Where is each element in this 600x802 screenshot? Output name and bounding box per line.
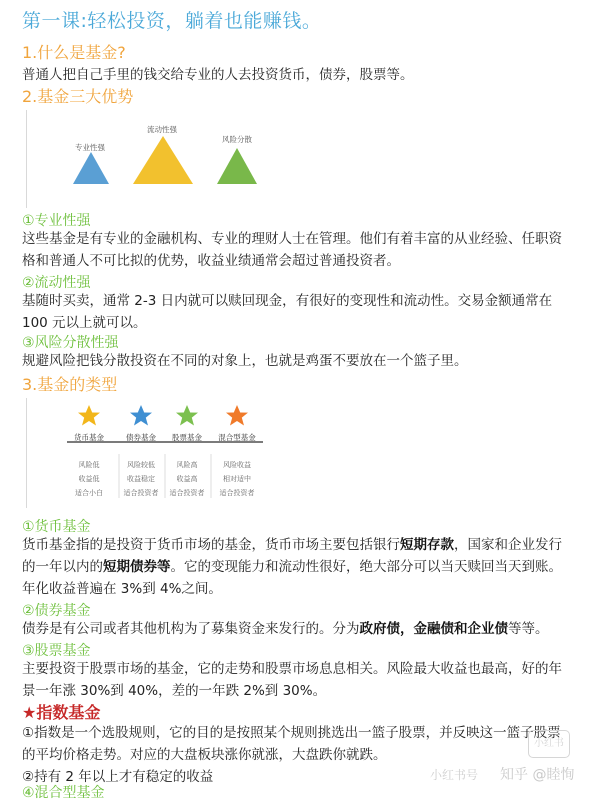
prop-text: 风险高 bbox=[176, 461, 198, 469]
prop-text: 收益低 bbox=[78, 475, 100, 483]
text-line: 主要投资于股票市场的基金，它的走势和股票市场息息相关。风险最大收益也最高，好的年 bbox=[22, 661, 562, 677]
triangle-risk-diversified bbox=[217, 148, 257, 184]
prop-text: 收益稳定 bbox=[127, 475, 155, 483]
text-span: 债券是有公司或者其他机构为了募集资金来发行的。分为 bbox=[22, 621, 360, 637]
text-line: 景一年涨 30%到 40%，差的一年跌 2%到 30%。 bbox=[22, 683, 327, 699]
prop-text: 适合投资者 bbox=[219, 489, 255, 497]
star-icon bbox=[226, 405, 248, 426]
text-line bbox=[22, 534, 582, 556]
paragraph-liquidity bbox=[22, 290, 582, 334]
triangle-label-risk: 风险分散 bbox=[222, 135, 252, 144]
heading-index-fund: ★指数基金 bbox=[22, 703, 101, 722]
triangle-liquidity bbox=[133, 136, 193, 184]
watermark-logo: 小红书 bbox=[528, 730, 570, 758]
text-span: 。它的变现能力和流动性很好，绝大部分可以当天赎回当天到账。 bbox=[170, 559, 562, 575]
fund-name-mixed: 混合型基金 bbox=[218, 433, 256, 442]
prop-text: 收益高 bbox=[176, 475, 198, 483]
star-icon bbox=[78, 405, 100, 426]
advantages-figure bbox=[26, 110, 299, 208]
fund-name-bond: 债券基金 bbox=[126, 433, 156, 442]
text-line bbox=[22, 556, 582, 578]
prop-text: 适合投资者 bbox=[123, 489, 159, 497]
text-line: ①指数是一个选股规则，它的目的是按照某个规则挑选出一篮子股票，并反映这一篮子股票 bbox=[22, 725, 561, 741]
paragraph-definition: 普通人把自己手里的钱交给专业的人去投资货币，债券，股票等。 bbox=[22, 67, 414, 83]
fund-name-money: 货币基金 bbox=[74, 433, 104, 442]
prop-text: 适合投资者 bbox=[169, 489, 205, 497]
subheading-professional: ①专业性强 bbox=[22, 213, 91, 229]
bold-text: 政府债，金融债和企业债 bbox=[359, 621, 508, 637]
fund-types-figure bbox=[26, 398, 299, 508]
text-line: ②持有 2 年以上才有稳定的收益 bbox=[22, 769, 214, 785]
prop-text: 风险低 bbox=[78, 461, 100, 469]
prop-text: 风险较低 bbox=[127, 461, 155, 469]
subheading-risk: ③风险分散性强 bbox=[22, 335, 119, 351]
section-heading-types: 3.基金的类型 bbox=[22, 375, 118, 394]
fund-props-mixed bbox=[209, 458, 265, 500]
text-line: 格和普通人不可比拟的优势，收益业绩通常会超过普通投资者。 bbox=[22, 253, 400, 269]
watermark-xhs: 小红书号 bbox=[430, 768, 479, 782]
subheading-bond-fund: ②债券基金 bbox=[22, 603, 91, 619]
text-line: 这些基金是有专业的金融机构、专业的理财人士在管理。他们有着丰富的从业经验、任职资 bbox=[22, 231, 562, 247]
lesson-title: 第一课:轻松投资，躺着也能赚钱。 bbox=[22, 10, 322, 32]
bold-text: 短期债券等 bbox=[103, 559, 171, 575]
star-icon bbox=[176, 405, 198, 426]
section-heading-what-is-fund: 1.什么是基金? bbox=[22, 43, 126, 62]
paragraph-bond-fund bbox=[22, 618, 582, 640]
text-span: 的一年以内的 bbox=[22, 559, 103, 575]
section-heading-advantages: 2.基金三大优势 bbox=[22, 87, 134, 106]
fund-props-stock bbox=[159, 458, 215, 500]
text-line: 规避风险把钱分散投资在不同的对象上，也就是鸡蛋不要放在一个篮子里。 bbox=[22, 353, 468, 369]
fund-props-money bbox=[61, 458, 117, 500]
text-line: 年化收益普遍在 3%到 4%之间。 bbox=[22, 581, 222, 597]
star-icon bbox=[130, 405, 152, 426]
paragraph-professional bbox=[22, 228, 582, 272]
triangle-label-liquidity: 流动性强 bbox=[147, 125, 177, 134]
text-line: 100 元以上就可以。 bbox=[22, 315, 147, 331]
subheading-mixed-fund: ④混合型基金 bbox=[22, 785, 105, 801]
subheading-money-fund: ①货币基金 bbox=[22, 519, 91, 535]
paragraph-index-fund bbox=[22, 722, 582, 788]
text-line bbox=[22, 618, 582, 640]
text-span: 货币基金指的是投资于货币市场的基金，货币市场主要包括银行 bbox=[22, 537, 400, 553]
subheading-liquidity: ②流动性强 bbox=[22, 275, 91, 291]
text-span: ，国家和企业发行 bbox=[454, 537, 562, 553]
bold-text: 短期存款 bbox=[400, 537, 454, 553]
paragraph-money-fund bbox=[22, 534, 582, 600]
prop-text: 适合小白 bbox=[75, 489, 103, 497]
text-line: 基随时买卖，通常 2-3 日内就可以赎回现金，有很好的变现性和流动性。交易金额通常在 bbox=[22, 293, 553, 309]
subheading-stock-fund: ③股票基金 bbox=[22, 643, 91, 659]
triangle-professional bbox=[73, 152, 109, 184]
prop-text: 相对适中 bbox=[223, 475, 251, 483]
text-line: 的平均价格走势。对应的大盘板块涨你就涨，大盘跌你就跌。 bbox=[22, 747, 387, 763]
watermark-zhihu: 知乎 @睦恂 bbox=[500, 767, 575, 783]
triangle-label-professional: 专业性强 bbox=[75, 143, 105, 152]
text-span: 等等。 bbox=[508, 621, 549, 637]
prop-text: 风险收益 bbox=[223, 461, 251, 469]
fund-name-stock: 股票基金 bbox=[172, 433, 202, 442]
paragraph-risk bbox=[22, 350, 582, 372]
paragraph-stock-fund bbox=[22, 658, 582, 702]
